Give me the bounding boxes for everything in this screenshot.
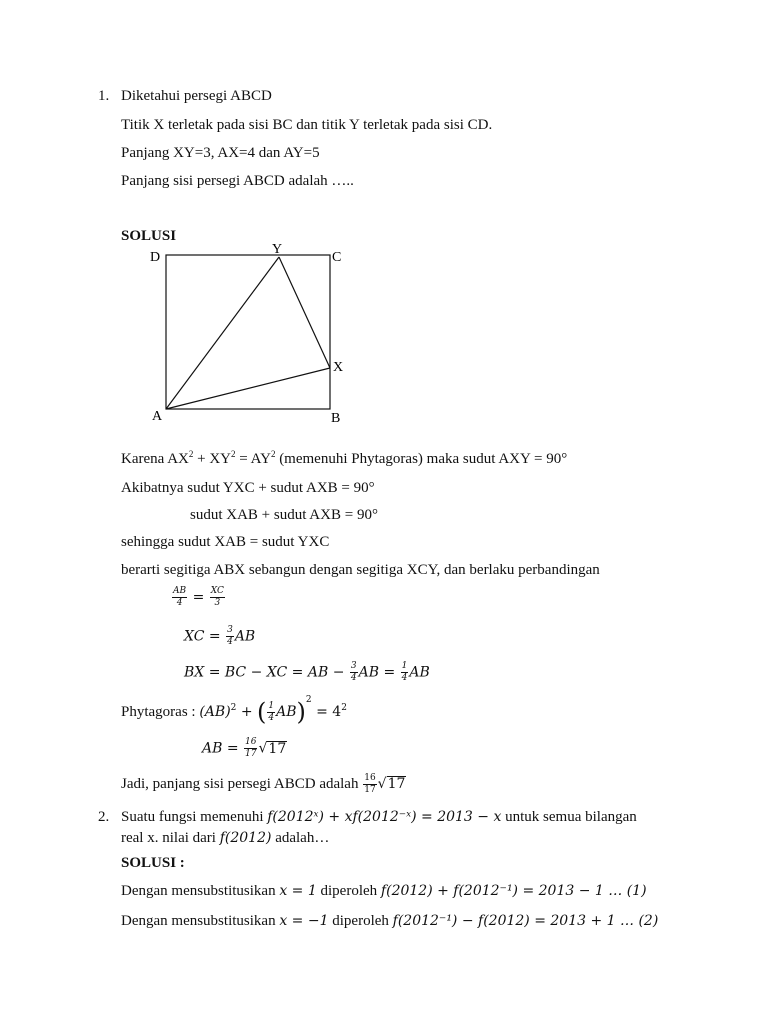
- label-c: C: [332, 250, 342, 265]
- label-d: D: [150, 250, 161, 265]
- square-figure: [140, 238, 360, 428]
- ab-result: AB = $\frac{16}{17}$ √17: [202, 737, 287, 759]
- segment-ay: [166, 257, 279, 409]
- karena-line: Karena $AX^2 + XY^2 = AY^2$ (memenuhi Phytagoras) maka sudut AXY = 90°: [121, 449, 568, 467]
- bx-equation: BX = BC − XC = AB − $\frac{3}{4}$ AB = $\frac{1}{4}$ AB: [184, 661, 430, 683]
- akibat-line: Akibatnya sudut YXC + sudut AXB = 90°: [121, 480, 375, 496]
- segment-yx: [279, 257, 330, 368]
- square-abcd: [166, 255, 330, 409]
- phytagoras-equation: Phytagoras : (AB)$^2$ + ( $\frac{1}{4}$ $AB)^2 = 4^2$: [121, 695, 347, 726]
- solution-heading: SOLUSI :: [121, 855, 185, 871]
- label-a: A: [152, 409, 163, 424]
- substitution-line-1: Dengan mensubstitusikan x = 1 diperoleh f(2012) + f(2012⁻¹) = 2013 − 1 … (1): [121, 883, 647, 899]
- problem-number: 1.: [98, 88, 110, 104]
- problem-text: Suatu fungsi memenuhi f(2012ˣ) + xf(2012⁻ˣ) = 2013 − x untuk semua bilangan: [121, 809, 637, 825]
- problem-text: real x. nilai dari f(2012) adalah…: [121, 830, 330, 846]
- label-y: Y: [272, 242, 283, 257]
- problem-text: Panjang XY=3, AX=4 dan AY=5: [121, 145, 320, 161]
- ratio-equation: $\frac{AB}{4}$ = $\frac{XC}{3}$: [173, 586, 224, 608]
- sudut-line: sudut XAB + sudut AXB = 90°: [190, 507, 378, 523]
- xc-equation: XC = $\frac{3}{4}$ AB: [184, 625, 256, 647]
- segment-ax: [166, 368, 330, 409]
- conclusion-line: Jadi, panjang sisi persegi ABCD adalah $\frac{16}{17}$ √17: [121, 773, 406, 795]
- solution-heading: SOLUSI: [121, 228, 177, 244]
- substitution-line-2: Dengan mensubstitusikan x = −1 diperoleh f(2012⁻¹) − f(2012) = 2013 + 1 … (2): [121, 913, 659, 929]
- label-x: X: [333, 360, 344, 375]
- problem-number: 2.: [98, 809, 110, 825]
- berarti-line: berarti segitiga ABX sebangun dengan segitiga XCY, dan berlaku perbandingan: [121, 562, 600, 578]
- label-b: B: [331, 411, 341, 426]
- sehingga-line: sehingga sudut XAB = sudut YXC: [121, 534, 330, 550]
- problem-text: Diketahui persegi ABCD: [121, 88, 272, 104]
- problem-text: Titik X terletak pada sisi BC dan titik Y terletak pada sisi CD.: [121, 117, 493, 133]
- problem-question: Panjang sisi persegi ABCD adalah …..: [121, 173, 354, 189]
